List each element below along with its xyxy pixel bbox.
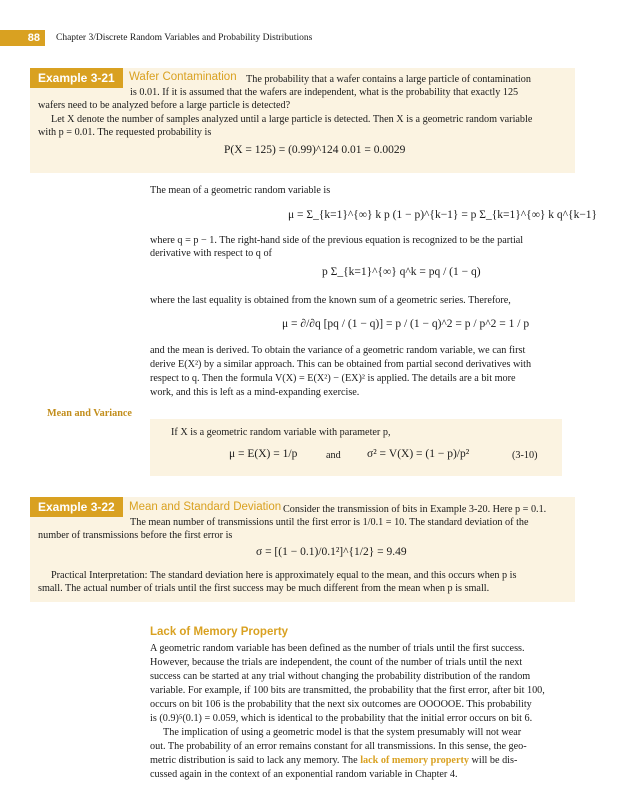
- lom-line-9-a: metric distribution is said to lack any memory. The: [150, 755, 358, 766]
- example-3-21-equation-text: P(X = 125) = (0.99)^124 0.01 = 0.0029: [224, 144, 406, 156]
- example-3-22-equation: σ = [(1 − 0.1)/0.1²]^{1/2} = 9.49: [256, 546, 407, 558]
- lom-line-10: cussed again in the context of an exponential random variable in Chapter 4.: [150, 769, 458, 780]
- lom-line-3: success can be started at any trial without changing the probability distribution of the random: [150, 671, 531, 682]
- example-3-22-line1: Consider the transmission of bits in Example 3-20. Here p = 0.1.: [283, 504, 547, 515]
- example-3-21-line2: is 0.01. If it is assumed that the wafers are independent, what is the probability that exactly 125: [130, 87, 519, 98]
- para-line-a: where q = p − 1. The right-hand side of the previous equation is recognized to be the partial: [150, 235, 524, 246]
- term-lack-of-memory-property: lack of memory property: [360, 755, 469, 766]
- example-3-21-line5: with p = 0.01. The requested probability is: [38, 127, 212, 138]
- mean-intro: The mean of a geometric random variable is: [150, 185, 331, 196]
- example-3-22-line5: small. The actual number of trials until the first success may be much different from the mean when p is small.: [38, 583, 490, 594]
- example-3-21-title: Wafer Contamination: [129, 71, 237, 83]
- definition-statement: If X is a geometric random variable with parameter p,: [171, 427, 391, 438]
- lom-line-6: is (0.9)⁵(0.1) = 0.059, which is identical to the probability that the initial error occurs on bit 6.: [150, 713, 533, 724]
- equation-number: (3-10): [512, 450, 538, 461]
- lom-line-4: variable. For example, if 100 bits are transmitted, the probability that the first error, after bit 100,: [150, 685, 545, 696]
- example-3-21-label: Example 3-21: [30, 68, 123, 88]
- equation-geometric-series: p Σ_{k=1}^{∞} q^k = pq / (1 − q): [322, 266, 481, 278]
- page-number: 88: [0, 30, 45, 46]
- equation-mean-result: μ = ∂/∂q [pq / (1 − q)] = p / (1 − q)^2 = p / p^2 = 1 / p: [282, 318, 530, 330]
- example-3-21-line3: wafers need to be analyzed before a large particle is detected?: [38, 100, 291, 111]
- margin-label-mean-variance: Mean and Variance: [47, 408, 132, 419]
- equation-mean-geometric: μ = E(X) = 1/p: [229, 448, 298, 460]
- lom-line-5: occurs on bit 106 is the probability that the next six outcomes are OOOOOE. This probability: [150, 699, 532, 710]
- para-line-e: derive E(X²) by a similar approach. This can be obtained from partial second derivatives with: [150, 359, 532, 370]
- example-3-21-line4: Let X denote the number of samples analyzed until a large particle is detected. Then X is a geometric random variable: [51, 114, 533, 125]
- para-line-b: derivative with respect to q of: [150, 248, 272, 259]
- lom-line-9: [150, 754, 564, 767]
- para-line-d: and the mean is derived. To obtain the variance of a geometric random variable, we can first: [150, 345, 526, 356]
- para-line-f: respect to q. Then the formula V(X) = E(X²) − (EX)² is applied. The details are a bit more: [150, 373, 516, 384]
- lom-line-9-b: will be dis-: [471, 755, 518, 766]
- para-line-c: where the last equality is obtained from the known sum of a geometric series. Therefore,: [150, 295, 511, 306]
- example-3-21-equation: [224, 144, 405, 156]
- example-3-22-line2: The mean number of transmissions until the first error is 1/0.1 = 10. The standard deviation of the: [130, 517, 529, 528]
- example-3-22-line3: number of transmissions before the first error is: [38, 530, 233, 541]
- and-word: and: [326, 450, 341, 461]
- example-3-22-line4: Practical Interpretation: The standard deviation here is approximately equal to the mean, and this occurs when p is: [51, 570, 517, 581]
- section-heading-lack-of-memory: Lack of Memory Property: [150, 626, 289, 638]
- equation-variance-geometric: σ² = V(X) = (1 − p)/p²: [367, 448, 470, 460]
- equation-mean-sum: μ = Σ_{k=1}^{∞} k p (1 − p)^{k−1} = p Σ_{k=1}^{∞} k q^{k−1}: [288, 209, 598, 221]
- para-line-g: work, and this is left as a mind-expanding exercise.: [150, 387, 360, 398]
- example-3-22-title: Mean and Standard Deviation: [129, 501, 282, 513]
- lom-line-8: out. The probability of an error remains constant for all transmissions. In this sense, the geo-: [150, 741, 527, 752]
- running-title: Chapter 3/Discrete Random Variables and Probability Distributions: [56, 33, 313, 43]
- example-3-21-line1: The probability that a wafer contains a large particle of contamination: [246, 74, 531, 85]
- lom-line-1: A geometric random variable has been defined as the number of trials until the first success.: [150, 643, 525, 654]
- lom-line-2: However, because the trials are independent, the count of the number of trials until the next: [150, 657, 523, 668]
- lom-line-7: The implication of using a geometric model is that the system presumably will not wear: [163, 727, 522, 738]
- example-3-22-label: Example 3-22: [30, 497, 123, 517]
